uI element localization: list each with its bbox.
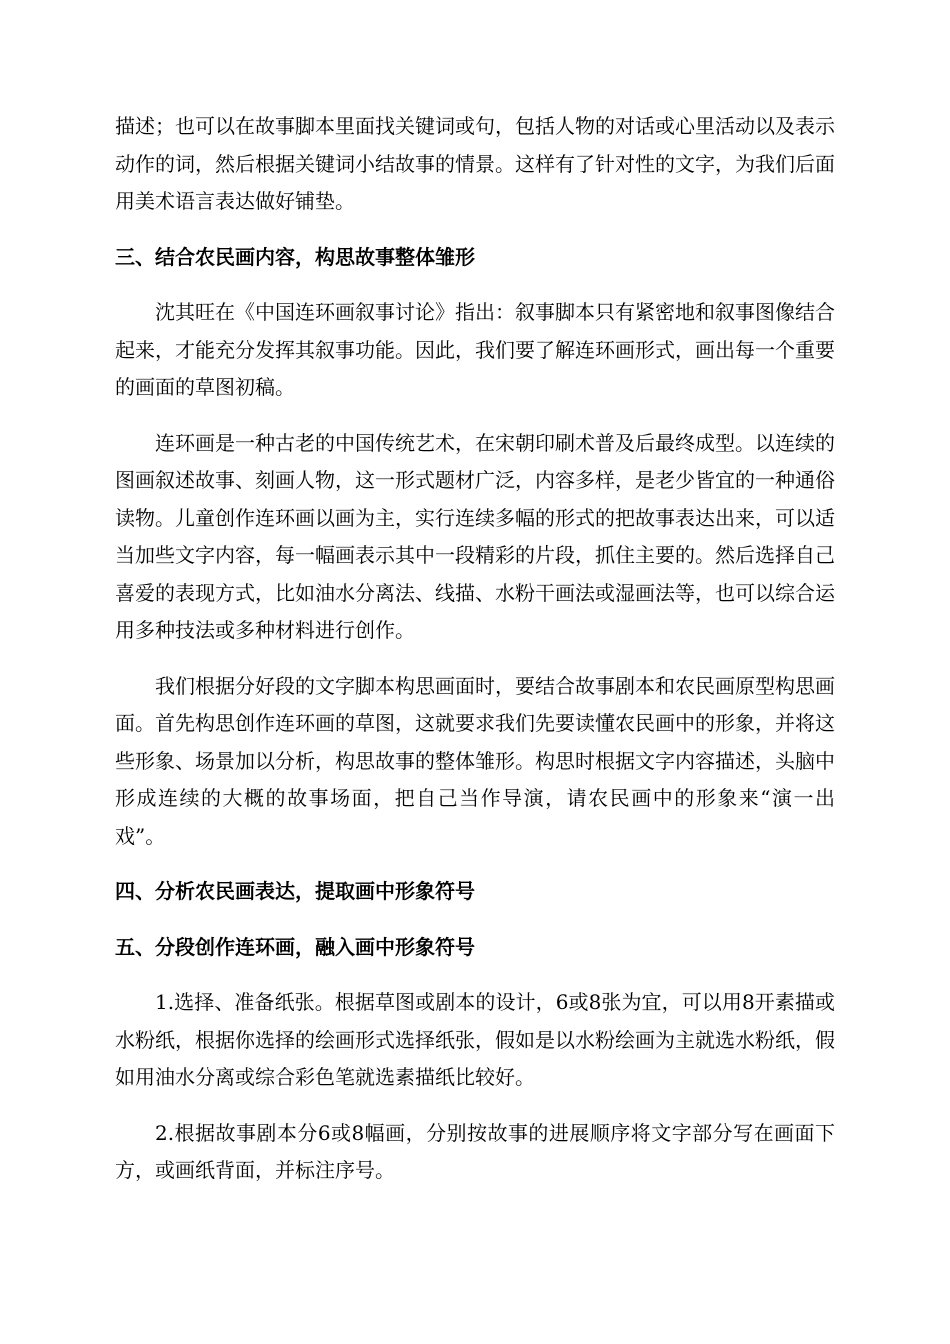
section-heading-3: 三、结合农民画内容，构思故事整体雏形 xyxy=(115,244,475,269)
numbered-paragraph-1: 1.选择、准备纸张。根据草图或剧本的设计，6或8张为宜，可以用8开素描或水粉纸，根据你选择的绘画形式选择纸张，假如是以水粉绘画为主就选水粉纸，假如用油水分离或综合彩色笔就选素描纸比较好。 xyxy=(115,990,835,1089)
section-heading-5: 五、分段创作连环画，融入画中形象符号 xyxy=(115,934,475,959)
paragraph: 我们根据分好段的文字脚本构思画面时，要结合故事剧本和农民画原型构思画面。首先构思创作连环画的草图，这就要求我们先要读懂农民画中的形象，并将这些形象、场景加以分析，构思故事的整体雏形。构思时根据文字内容描述，头脑中形成连续的大概的故事场面，把自己当作导演，请农民画中的形象来“演一出戏”。 xyxy=(115,673,835,848)
numbered-paragraph-2: 2.根据故事剧本分6或8幅画，分别按故事的进展顺序将文字部分写在画面下方，或画纸背面，并标注序号。 xyxy=(115,1120,835,1182)
document-page xyxy=(115,108,835,1208)
paragraph-continued: 描述；也可以在故事脚本里面找关键词或句，包括人物的对话或心里活动以及表示动作的词，然后根据关键词小结故事的情景。这样有了针对性的文字，为我们后面用美术语言表达做好铺垫。 xyxy=(115,114,835,213)
paragraph: 连环画是一种古老的中国传统艺术，在宋朝印刷术普及后最终成型。以连续的图画叙述故事、刻画人物，这一形式题材广泛，内容多样，是老少皆宜的一种通俗读物。儿童创作连环画以画为主，实行连续多幅的形式的把故事表达出来，可以适当加些文字内容，每一幅画表示其中一段精彩的片段，抓住主要的。然后选择自己喜爱的表现方式，比如油水分离法、线描、水粉干画法或湿画法等，也可以综合运用多种技法或多种材料进行创作。 xyxy=(115,430,835,642)
section-heading-4: 四、分析农民画表达，提取画中形象符号 xyxy=(115,879,475,903)
paragraph: 沈其旺在《中国连环画叙事讨论》指出：叙事脚本只有紧密地和叙事图像结合起来，才能充分发挥其叙事功能。因此，我们要了解连环画形式，画出每一个重要的画面的草图初稿。 xyxy=(115,300,835,399)
